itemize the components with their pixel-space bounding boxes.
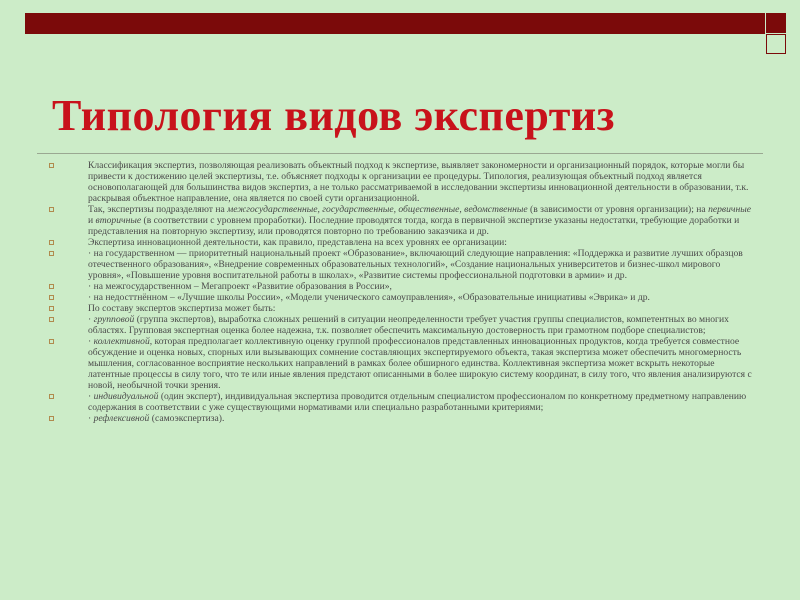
list-item — [47, 281, 753, 292]
paragraph-text: Классификация экспертиз, позволяющая реализовать объектный подход к экспертизе, выявляет закономерности и организационный порядок, которые могли бы привести к достижению целей экспертизы, т.е. объясняет подходы к организации ее процедуры. Типология, реализующая объектный подход является основополагающей для большинства видов экспертиз, а не только рассматриваемой в исследовании экспертизы инновационной деятельности в образовании, т.к. раскрывая объектное направление, она является по своей сути организационной. — [88, 160, 749, 204]
corner-square-filled — [766, 13, 786, 33]
list-item — [47, 391, 753, 413]
emphasis-text: рефлексивной — [93, 413, 150, 424]
square-bullet-icon — [49, 339, 54, 344]
paragraph-text: · на недосттнённом – «Лучшие школы России», «Модели ученического самоуправления», «Образовательные инициативы «Эврика» и др. — [88, 292, 650, 303]
paragraph-text: (один эксперт), индивидуальная экспертиза проводится отдельным специалистом профессионалом по конкретному предметному направлению содержания в соответствии с уже существующими нормативами или специально разработанными критериями; — [88, 391, 747, 413]
corner-square-outline — [766, 34, 786, 54]
square-bullet-icon — [49, 394, 54, 399]
list-item — [47, 336, 753, 391]
list-item — [47, 314, 753, 336]
paragraph-text: (группа экспертов), выработка сложных решений в ситуации неопределенности требует участия группы специалистов, компетентных во многих областях. Групповая экспертная оценка более надежна, т.к. позволяет обеспечить максимальную достоверность при грамотном подборе специалистов; — [88, 314, 729, 336]
emphasis-text: вторичные — [95, 215, 142, 226]
square-bullet-icon — [49, 251, 54, 256]
square-bullet-icon — [49, 163, 54, 168]
paragraph-text: Так, экспертизы подразделяют на — [88, 204, 228, 215]
paragraph-text: · на государственном — приоритетный национальный проект «Образование», включающий следующие направления: «Поддержка и развитие лучших образцов отечественного образования», «Внедрение современных образовательных технологий», «Создание национальных университетов и бизнес-школ мирового уровня», «Повышение уровня воспитательной работы в школах», «Развитие системы профессиональной подготовки в армии» и др. — [88, 248, 743, 281]
top-accent-bar — [25, 13, 765, 34]
emphasis-text: первичные — [708, 204, 751, 215]
square-bullet-icon — [49, 284, 54, 289]
square-bullet-icon — [49, 306, 54, 311]
body-text-list — [47, 160, 753, 424]
paragraph-text: · — [88, 391, 94, 402]
paragraph-text: (в соответствии с уровнем проработки). Последние проводятся тогда, когда в первичной экспертизе указаны недостатки, требующие доработки и представления на повторную экспертизу, или проводятся повторно по требованию заказчика и др. — [88, 215, 740, 237]
paragraph-text: По составу экспертов экспертиза может быть: — [88, 303, 276, 314]
square-bullet-icon — [49, 416, 54, 421]
emphasis-text: индивидуальной — [93, 391, 159, 402]
paragraph-text: · — [88, 413, 94, 424]
square-bullet-icon — [49, 240, 54, 245]
paragraph-text: Экспертиза инновационной деятельности, как правило, представлена на всех уровнях ее организации: — [88, 237, 507, 248]
paragraph-text: (в зависимости от уровня организации); на — [527, 204, 709, 215]
list-item — [47, 237, 753, 248]
list-item — [47, 204, 753, 237]
list-item — [47, 292, 753, 303]
title-divider — [37, 153, 763, 154]
list-item — [47, 303, 753, 314]
list-item — [47, 413, 753, 424]
paragraph-text: · — [88, 336, 94, 347]
paragraph-text: · на межгосударственном – Мегапроект «Развитие образования в России», — [88, 281, 392, 292]
emphasis-text: межгосударственные, государственные, общественные, ведомственные — [227, 204, 528, 215]
slide-title: Типология видов экспертиз — [52, 91, 615, 140]
paragraph-text: , которая предполагает коллективную оценку группой профессионалов представленных инновационных продуктов, когда требуется совместное обсуждение и оценка новых, спорных или вызывающих сомнение составляющих экспертируемого объекта, такая экспертиза может обеспечить многомерность мышления, согласованное восприятие нескольких направлений в рамках более обширного единства. Коллективная экспертиза может вскрыть некоторые латентные процессы в силу того, что те или иные явления предстают описанными в более широкую систему координат, в силу того, что явления анализируются с новой, необычной точки зрения. — [88, 336, 752, 391]
emphasis-text: коллективной — [93, 336, 150, 347]
square-bullet-icon — [49, 317, 54, 322]
square-bullet-icon — [49, 207, 54, 212]
paragraph-text: (самоэкспертиза). — [149, 413, 225, 424]
list-item — [47, 248, 753, 281]
square-bullet-icon — [49, 295, 54, 300]
list-item — [47, 160, 753, 204]
emphasis-text: групповой — [93, 314, 135, 325]
paragraph-text: и — [88, 215, 96, 226]
paragraph-text: · — [88, 314, 94, 325]
